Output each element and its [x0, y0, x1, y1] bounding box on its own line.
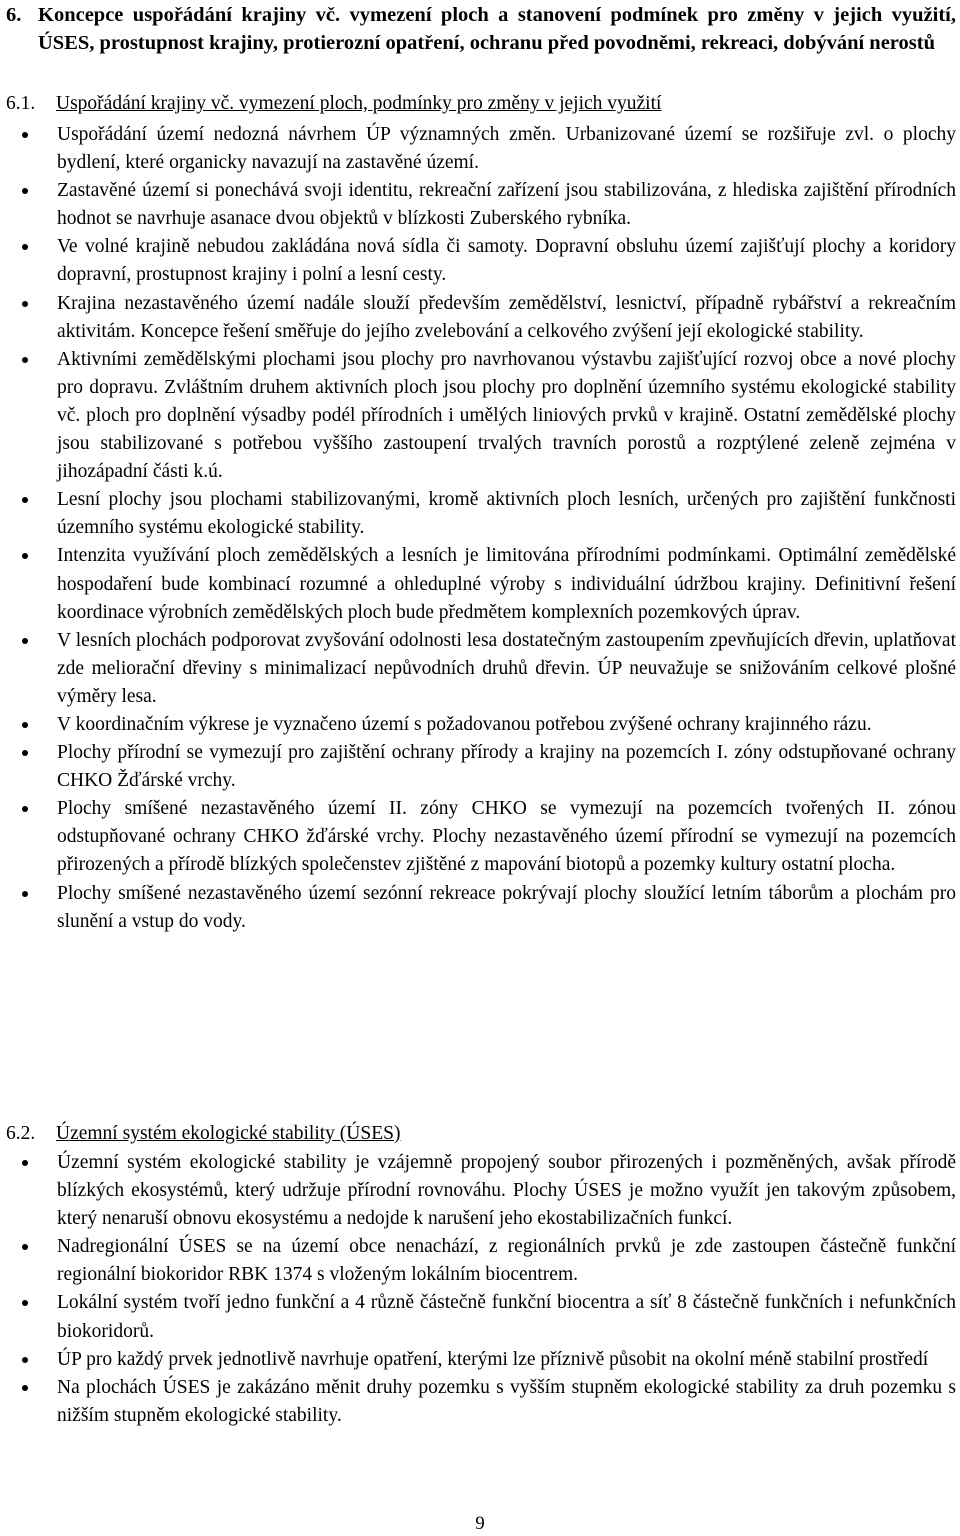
- bullet-icon: [22, 638, 28, 644]
- list-item: [0, 739, 956, 795]
- bullet-icon: [22, 1160, 28, 1166]
- section-6-2-heading: [6, 1120, 956, 1148]
- section-title: Uspořádání krajiny vč. vymezení ploch, podmínky pro změny v jejich využití: [56, 93, 662, 114]
- list-item-text: Plochy smíšené nezastavěného území II. zóny CHKO se vymezují na pozemcích tvořených II. zónou odstupňované ochrany CHKO žďárské vrchy. Plochy nezastavěného území přírodní se vymezují na pozemcích přirozených a přírodě blízkých společenstev zjištěné z mapování biotopů a pozemky kultury ostatní plocha.: [57, 798, 956, 876]
- bullet-icon: [22, 750, 28, 756]
- list-item-text: Krajina nezastavěného území nadále slouží především zemědělství, lesnictví, případně rybářství a rekreačním aktivitám. Koncepce řešení směřuje do jejího zvelebování a celkového zvýšení její ekologické stability.: [57, 292, 956, 342]
- list-item-text: Plochy smíšené nezastavěného území sezónní rekreace pokrývají plochy sloužící letním táborům a plochám pro slunění a vstup do vody.: [57, 882, 956, 932]
- section-6-1-heading: [6, 90, 956, 118]
- chapter-title: Koncepce uspořádání krajiny vč. vymezení ploch a stanovení podmínek pro změny v jejich využití, ÚSES, prostupnost krajiny, protierozní opatření, ochranu před povodněmi, rekreaci, dobývání nerostů: [38, 4, 956, 54]
- list-item: [0, 880, 956, 936]
- section-6-1-list: [0, 121, 956, 936]
- bullet-icon: [22, 1244, 28, 1250]
- bullet-icon: [22, 722, 28, 728]
- list-item-text: Plochy přírodní se vymezují pro zajištění ochrany přírody a krajiny na pozemcích I. zóny odstupňované ochrany CHKO Žďárské vrchy.: [57, 742, 956, 792]
- list-item: [0, 542, 956, 626]
- chapter-heading: [6, 1, 956, 57]
- list-item: [0, 177, 956, 233]
- list-item-text: Zastavěné území si ponechává svoji identitu, rekreační zařízení jsou stabilizována, z hlediska zajištění přírodních hodnot se navrhuje asanace dvou objektů v blízkosti Zuberského rybníka.: [57, 180, 956, 230]
- list-item-text: V lesních plochách podporovat zvyšování odolnosti lesa dostatečným zastoupením zpevňujících dřevin, uplatňovat zde meliorační dřeviny s minimalizací nepůvodních druhů dřevin. ÚP neuvažuje se snižováním celkové plošné výměry lesa.: [57, 629, 956, 707]
- bullet-icon: [22, 244, 28, 250]
- list-item: [0, 346, 956, 486]
- list-item: [0, 1374, 956, 1430]
- list-item-text: ÚP pro každý prvek jednotlivě navrhuje opatření, kterými lze příznivě působit na okolní méně stabilní prostředí: [57, 1348, 929, 1370]
- section-title: Územní systém ekologické stability (ÚSES): [56, 1123, 401, 1144]
- bullet-icon: [22, 132, 28, 138]
- list-item-text: Ve volné krajině nebudou zakládána nová sídla či samoty. Dopravní obsluhu území zajišťují plochy a koridory dopravní, prostupnost krajiny i polní a lesní cesty.: [57, 236, 956, 286]
- list-item-text: V koordinačním výkrese je vyznačeno území s požadovanou potřebou zvýšené ochrany krajinného rázu.: [57, 713, 872, 735]
- bullet-icon: [22, 1385, 28, 1391]
- bullet-icon: [22, 497, 28, 503]
- list-item: [0, 795, 956, 879]
- list-item: [0, 1289, 956, 1345]
- bullet-icon: [22, 1357, 28, 1363]
- list-item-text: Na plochách ÚSES je zakázáno měnit druhy pozemku s vyšším stupněm ekologické stability za druh pozemku s nižším stupněm ekologické stability.: [57, 1376, 956, 1426]
- list-item: [0, 711, 956, 739]
- list-item-text: Nadregionální ÚSES se na území obce nenachází, z regionálních prvků je zde zastoupen částečně funkční regionální biokoridor RBK 1374 s vloženým lokálním biocentrem.: [57, 1236, 956, 1286]
- list-item: [0, 486, 956, 542]
- list-item: [0, 121, 956, 177]
- list-item: [0, 1233, 956, 1289]
- list-item: [0, 1149, 956, 1233]
- bullet-icon: [22, 891, 28, 897]
- section-6-2-list: [0, 1149, 956, 1430]
- list-item-text: Lokální systém tvoří jedno funkční a 4 různě částečně funkční biocentra a síť 8 částečně funkčních i nefunkčních biokoridorů.: [57, 1292, 956, 1342]
- list-item: [0, 1346, 956, 1374]
- section-number: 6.1.: [6, 93, 36, 114]
- list-item: [0, 627, 956, 711]
- chapter-number: 6.: [6, 4, 22, 26]
- list-item-text: Aktivními zemědělskými plochami jsou plochy pro navrhovanou výstavbu zajišťující rozvoj obce a nové plochy pro dopravu. Zvláštním druhem aktivních ploch jsou plochy pro doplnění územního systému ekologické stability vč. ploch pro doplnění výsadby podél přírodních i umělých liniových prvků v krajině. Ostatní zemědělské plochy jsou stabilizované s potřebou vyššího zastoupení trvalých travních porostů a rozptýlené zeleně zejména v jihozápadní části k.ú.: [57, 348, 956, 483]
- bullet-icon: [22, 1300, 28, 1306]
- list-item-text: Intenzita využívání ploch zemědělských a lesních je limitována přírodními podmínkami. Optimální zemědělské hospodaření bude kombinací rozumné a ohleduplné výroby s individuální údržbou krajiny. Definitivní řešení koordinace výrobních zemědělských ploch bude předmětem komplexních pozemkových úprav.: [57, 545, 956, 623]
- bullet-icon: [22, 357, 28, 363]
- bullet-icon: [22, 188, 28, 194]
- list-item-text: Uspořádání území nedozná návrhem ÚP významných změn. Urbanizované území se rozšiřuje zvl. o plochy bydlení, které organicky navazují na zastavěné území.: [57, 124, 956, 174]
- page-number: 9: [475, 1513, 485, 1534]
- bullet-icon: [22, 553, 28, 559]
- section-number: 6.2.: [6, 1123, 36, 1144]
- list-item: [0, 290, 956, 346]
- list-item-text: Územní systém ekologické stability je vzájemně propojený soubor přirozených i pozměněných, avšak přírodě blízkých ekosystémů, který udržuje přírodní rovnováhu. Plochy ÚSES je možno využít jen takovým způsobem, který nenaruší obnovu ekosystému a nedojde k narušení jeho ekostabilizačních funkcí.: [57, 1152, 956, 1230]
- list-item-text: Lesní plochy jsou plochami stabilizovanými, kromě aktivních ploch lesních, určených pro zajištění funkčnosti územního systému ekologické stability.: [57, 489, 956, 539]
- bullet-icon: [22, 806, 28, 812]
- list-item: [0, 233, 956, 289]
- bullet-icon: [22, 301, 28, 307]
